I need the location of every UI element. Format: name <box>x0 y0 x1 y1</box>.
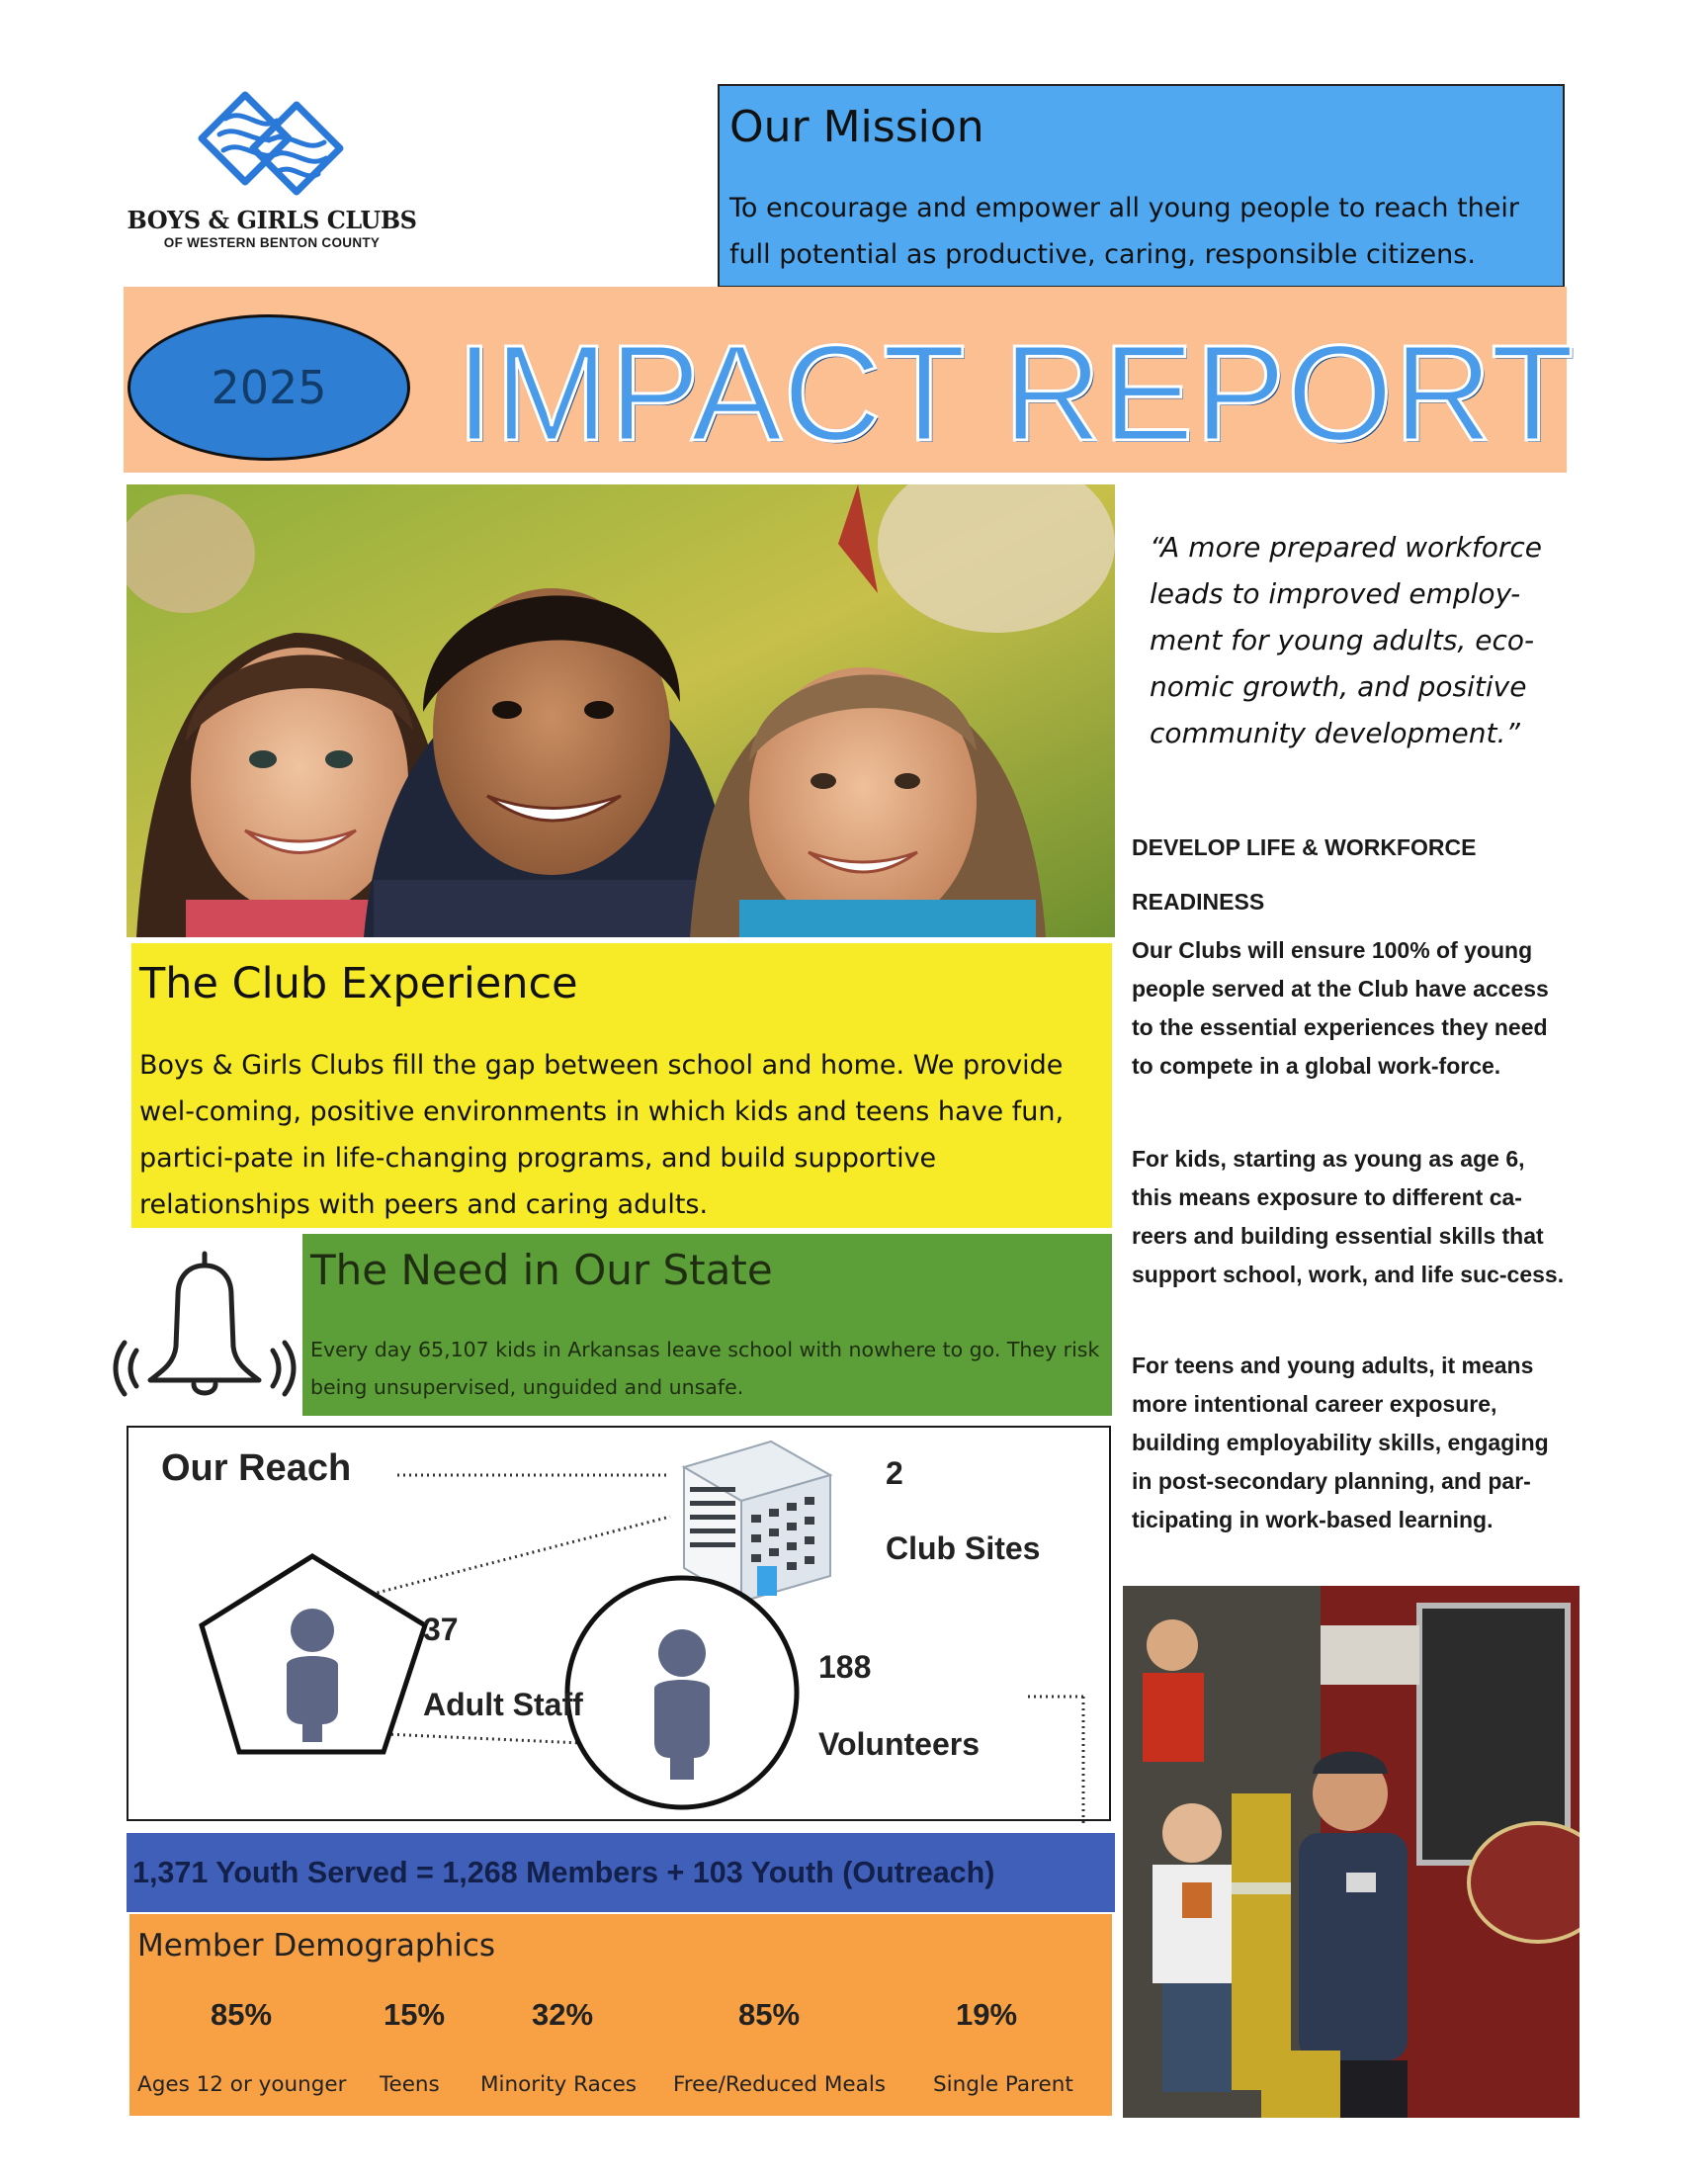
demographic-label: Single Parent <box>933 2072 1073 2097</box>
volunteers-label: Volunteers <box>818 1726 980 1762</box>
mission-box <box>718 84 1565 288</box>
volunteers-count: 188 <box>818 1649 872 1685</box>
workforce-heading: DEVELOP LIFE & WORKFORCE READINESS <box>1132 834 1477 915</box>
mission-title: Our Mission <box>729 102 984 152</box>
fire-department-visit-photo <box>1123 1586 1580 2118</box>
demographic-label: Ages 12 or younger <box>137 2072 347 2097</box>
club-experience-text: Boys & Girls Clubs fill the gap between school and home. We provide wel-coming, positive environments in which kids and teens have fun, partici-pate in life-changing programs, and build supportive relationships with peers and caring adults. <box>139 1050 1065 1220</box>
demographic-label: Teens <box>380 2072 440 2097</box>
boys-girls-clubs-logo-icon <box>194 89 352 198</box>
demographic-label: Minority Races <box>480 2072 637 2097</box>
demographic-value: 19% <box>956 1997 1018 2032</box>
need-in-state-box <box>302 1234 1112 1416</box>
demographic-value: 15% <box>384 1997 446 2032</box>
alarm-bell-icon <box>111 1248 299 1406</box>
need-title: The Need in Our State <box>310 1246 773 1294</box>
workforce-paragraph-2: For kids, starting as young as age 6, this means exposure to different ca-reers and building essential skills that support school, work, and life suc-cess. <box>1132 1146 1565 1287</box>
organization-name: BOYS & GIRLS CLUBS <box>127 206 417 234</box>
organization-subtitle: OF WESTERN BENTON COUNTY <box>163 235 381 250</box>
year-text: 2025 <box>211 361 327 414</box>
report-title: IMPACT REPORT <box>456 317 1576 470</box>
demographic-value: 85% <box>211 1997 273 2032</box>
impact-report-banner <box>124 287 1576 473</box>
children-smiling-photo <box>127 484 1115 937</box>
demographic-value: 32% <box>532 1997 594 2032</box>
adult-staff-count: 37 <box>423 1612 459 1647</box>
youth-served-text: 1,371 Youth Served = 1,268 Members + 103 Youth (Outreach) <box>132 1855 995 1889</box>
club-experience-title: The Club Experience <box>139 959 578 1008</box>
building-icon <box>684 1441 830 1602</box>
youth-served-bar <box>127 1833 1115 1912</box>
club-sites-count: 2 <box>886 1455 903 1491</box>
workforce-quote: “A more prepared workforce leads to improved employ-ment for young adults, eco-nomic growth, and positive community development.” <box>1150 531 1543 749</box>
workforce-paragraph-3: For teens and young adults, it means more intentional career exposure, building employability skills, engaging in post-secondary planning, and par-ticipating in work-based learning. <box>1132 1353 1549 1532</box>
year-badge <box>128 314 410 461</box>
workforce-paragraph-1: Our Clubs will ensure 100% of young people served at the Club have access to the essential experiences they need to compete in a global work-force. <box>1132 937 1549 1079</box>
club-sites-label: Club Sites <box>886 1530 1041 1566</box>
demographics-title: Member Demographics <box>137 1928 496 1964</box>
demographic-value: 85% <box>738 1997 801 2032</box>
club-experience-box <box>131 943 1112 1228</box>
our-reach-title: Our Reach <box>161 1447 352 1489</box>
need-text: Every day 65,107 kids in Arkansas leave school with nowhere to go. They risk being unsupervised, unguided and unsafe. <box>310 1338 1100 1399</box>
adult-staff-label: Adult Staff <box>423 1687 583 1722</box>
mission-text: To encourage and empower all young people to reach their full potential as productive, caring, responsible citizens. <box>729 193 1519 270</box>
demographic-label: Free/Reduced Meals <box>673 2072 886 2097</box>
member-demographics-box <box>129 1914 1112 2116</box>
